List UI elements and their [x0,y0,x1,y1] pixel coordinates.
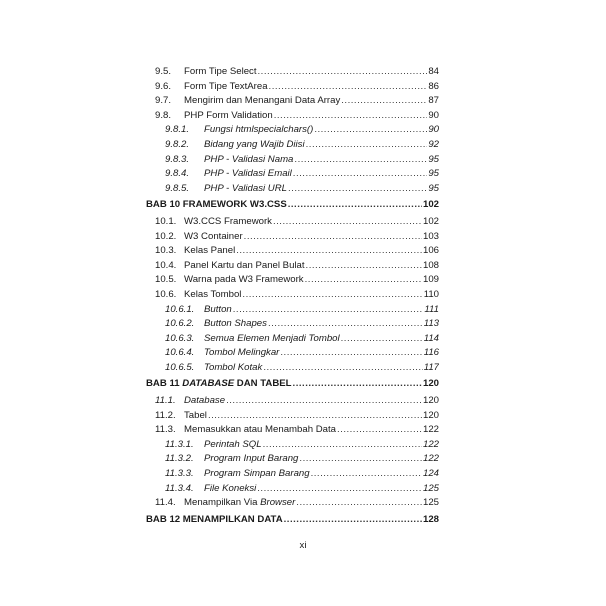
dot-leader [226,394,422,409]
dot-leader [296,496,422,511]
dot-leader [293,167,428,182]
entry-title [184,273,304,288]
entry-page-number: 120 [422,395,439,407]
dot-leader [306,138,428,153]
toc-entry[interactable] [146,244,439,259]
entry-title [184,394,225,409]
entry-title [146,377,292,392]
entry-title [184,109,273,124]
entry-number: 10.1. [155,215,177,227]
entry-title-segment: W3.CCS Framework [184,215,272,227]
entry-title-segment: DAN TABEL [234,378,292,390]
entry-title [184,215,272,230]
entry-title [204,138,305,153]
entry-title-segment: Program Input Barang [204,453,299,465]
entry-page-number: 125 [422,482,439,494]
entry-page-number: 122 [422,438,439,450]
toc-chapter-entry[interactable] [146,377,439,392]
dot-leader [263,438,422,453]
dot-leader [257,482,422,497]
entry-title-segment: Button [204,303,232,315]
toc-chapter-entry[interactable] [146,198,439,213]
entry-title [146,513,283,528]
toc-chapter-entry[interactable] [146,513,439,528]
entry-page-number: 117 [423,361,439,373]
entry-title [204,438,262,453]
entry-title-segment: Form Tipe Select [184,66,257,77]
entry-title [184,423,336,438]
entry-page-number: 116 [423,347,439,359]
entry-title-segment: W3 Container [184,230,243,242]
dot-leader [208,409,422,424]
entry-page-number: 92 [428,138,439,150]
entry-page-number: 120 [422,409,439,421]
entry-title-segment: Kelas Tombol [184,288,242,300]
entry-title [204,346,279,361]
entry-number: 9.5. [155,66,172,77]
dot-leader [273,215,422,230]
entry-title-segment: Kelas Panel [184,245,236,257]
entry-title-segment: File Koneksi [204,482,257,494]
entry-title [184,409,207,424]
entry-page-number: 103 [422,230,439,242]
entry-page-number: 109 [422,274,439,286]
entry-number: 10.6. [155,288,177,300]
toc-entry[interactable] [146,423,439,438]
entry-number: 10.2. [155,230,177,242]
entry-number: 11.3. [155,424,176,436]
dot-leader [305,273,422,288]
entry-number: 10.6.2. [165,318,195,330]
entry-title-segment: Mengirim dan Menangani Data Array [184,95,341,107]
entry-title-segment: Tombol Kotak [204,361,263,373]
entry-title [204,123,313,138]
entry-number: 11.3.2. [165,453,194,465]
entry-title [184,230,243,245]
toc-entry[interactable] [146,438,439,453]
entry-title [184,80,268,95]
entry-page-number: 114 [423,332,439,344]
dot-leader [268,317,423,332]
entry-title-segment: PHP - Validasi Nama [204,153,294,165]
entry-title-segment: PHP - Validasi Email [204,168,292,180]
toc-entry[interactable] [146,346,439,361]
entry-title [184,94,340,109]
entry-number: 11.3.4. [165,482,194,494]
entry-title-segment: BAB 11 [146,378,183,390]
toc-entry[interactable] [146,259,439,274]
entry-page-number: 87 [428,95,439,107]
entry-title-segment: PHP - Validasi URL [204,182,287,194]
entry-page-number: 102 [422,215,439,227]
toc-entry[interactable] [146,467,439,482]
entry-number: 10.6.5. [165,361,195,373]
toc-entry[interactable] [146,123,439,138]
entry-page-number: 108 [422,259,439,271]
entry-title [204,332,340,347]
dot-leader [294,153,427,168]
entry-page-number: 110 [423,288,439,300]
entry-number: 10.5. [155,274,177,286]
entry-title [204,361,262,376]
entry-page-number: 90 [428,109,439,121]
entry-title-segment: Memasukkan atau Menambah Data [184,424,336,436]
entry-title [204,167,292,182]
entry-number: 11.3.3. [165,468,194,480]
dot-leader [337,423,422,438]
entry-title-segment: PHP Form Validation [184,109,273,121]
entry-title [204,182,287,197]
entry-page-number: 122 [422,453,439,465]
dot-leader [341,94,427,109]
entry-title [204,467,310,482]
entry-number: 9.8.3. [165,153,190,165]
entry-title-segment: Database [184,395,226,407]
toc-entry[interactable] [146,452,439,467]
dot-leader [274,109,428,124]
toc-entry[interactable] [146,215,439,230]
entry-title-segment: Bidang yang Wajib Diisi [204,138,305,150]
entry-number: 9.8.5. [165,182,190,194]
dot-leader [306,259,422,274]
entry-page-number: 90 [428,124,439,136]
entry-page-number: 95 [428,153,439,165]
entry-title [184,259,305,274]
entry-title [184,244,235,259]
entry-page-number: 113 [423,318,439,330]
entry-title-segment: Program Simpan Barang [204,468,310,480]
entry-number: 11.3.1. [165,438,194,450]
entry-title-segment: Button Shapes [204,318,267,330]
toc-entry[interactable] [146,482,439,497]
dot-leader [242,288,422,303]
entry-number: 10.6.3. [165,332,195,344]
entry-title-segment: Tabel [184,409,207,421]
entry-page-number: 95 [428,168,439,180]
toc-entry[interactable] [146,288,439,303]
entry-title-segment: BAB 12 MENAMPILKAN DATA [146,513,283,525]
dot-leader [244,230,422,245]
entry-title-segment: Warna pada W3 Framework [184,274,304,286]
entry-page-number: 128 [422,513,439,525]
entry-number: 10.6.1. [165,303,195,315]
dot-leader [269,80,428,95]
entry-page-number: 125 [422,497,439,509]
entry-page-number: 111 [424,303,439,315]
toc-entry[interactable] [146,230,439,245]
toc-entry[interactable] [146,332,439,347]
entry-number: 9.8.2. [165,138,190,150]
dot-leader [299,452,422,467]
entry-number: 10.3. [155,245,177,257]
entry-title [204,153,293,168]
toc-entry[interactable] [146,138,439,153]
toc-entry[interactable] [146,94,439,109]
entry-title [146,198,287,213]
entry-page-number: 84 [428,66,439,77]
entry-title [184,65,257,80]
entry-page-number: 102 [422,199,439,211]
entry-title-segment: Perintah SQL [204,438,262,450]
entry-title [204,317,267,332]
toc-entry[interactable] [146,273,439,288]
entry-number: 9.8.1. [165,124,190,136]
toc-entry[interactable] [146,496,439,511]
entry-number: 9.6. [155,80,172,92]
toc-entry[interactable] [146,80,439,95]
entry-title-segment: Fungsi htmlspecialchars() [204,124,314,136]
entry-title [184,288,241,303]
toc-entry[interactable] [146,182,439,197]
entry-page-number: 122 [422,424,439,436]
dot-leader [293,377,422,392]
toc-entry[interactable] [146,361,439,376]
dot-leader [311,467,422,482]
entry-title-segment: Browser [260,497,296,509]
dot-leader [341,332,423,347]
toc-entry[interactable] [146,303,439,318]
entry-title [184,496,295,511]
page-number: xi [299,540,307,551]
dot-leader [288,182,427,197]
toc-entry[interactable] [146,394,439,409]
entry-number: 11.1. [155,395,176,407]
toc-entry[interactable] [146,409,439,424]
entry-number: 11.4. [155,497,176,509]
dot-leader [258,65,428,80]
dot-leader [288,198,422,213]
table-of-contents [146,65,439,529]
entry-number: 9.8. [155,109,172,121]
toc-entry[interactable] [146,65,439,80]
toc-entry[interactable] [146,109,439,124]
entry-title-segment: Tombol Melingkar [204,347,280,359]
entry-title [204,452,298,467]
entry-title-segment: Semua Elemen Menjadi Tombol [204,332,340,344]
toc-entry[interactable] [146,317,439,332]
entry-page-number: 106 [422,245,439,257]
entry-number: 9.7. [155,95,172,107]
dot-leader [284,513,422,528]
entry-title-segment: Form Tipe TextArea [184,80,268,92]
entry-title-segment: Panel Kartu dan Panel Bulat [184,259,305,271]
dot-leader [233,303,424,318]
entry-page-number: 124 [422,468,439,480]
entry-title-segment: DATABASE [182,378,235,390]
entry-title [204,482,256,497]
toc-entry[interactable] [146,153,439,168]
dot-leader [314,123,427,138]
dot-leader [263,361,422,376]
entry-page-number: 120 [422,378,439,390]
entry-title-segment: Menampilkan Via [184,497,261,509]
entry-number: 10.6.4. [165,347,195,359]
dot-leader [280,346,422,361]
entry-page-number: 86 [428,80,439,92]
entry-number: 11.2. [155,409,176,421]
dot-leader [236,244,422,259]
toc-entry[interactable] [146,167,439,182]
entry-title [204,303,232,318]
entry-number: 9.8.4. [165,168,190,180]
entry-page-number: 95 [428,182,439,194]
entry-number: 10.4. [155,259,177,271]
entry-title-segment: BAB 10 FRAMEWORK W3.CSS [146,199,287,211]
